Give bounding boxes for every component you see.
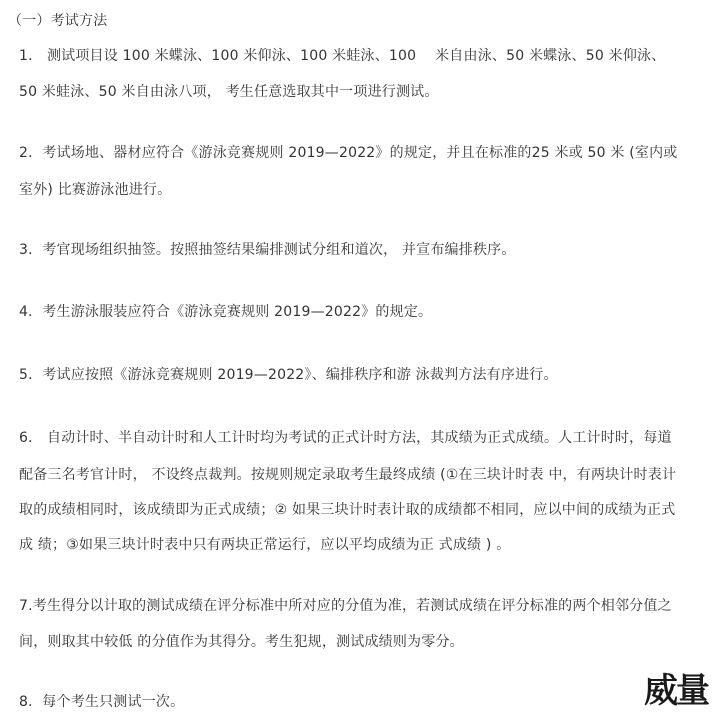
paragraph-1-line-1: 1． 测试项目设 100 米蝶泳、100 米仰泳、100 米蛙泳、100 米自由泳、50 米蝶泳、50 米仰泳、 — [19, 48, 666, 64]
paragraph-6-line-2: 配备三名考官计时， 不设终点裁判。按规则规定录取考生最终成绩 (①在三块计时表 中，有两块计时表计 — [19, 467, 677, 483]
paragraph-6-line-1: 6． 自动计时、半自动计时和人工计时均为考试的正式计时方法，其成绩为正式成绩。人工计时时，每道 — [19, 430, 672, 446]
paragraph-2-line-2: 室外) 比赛游泳池进行。 — [19, 182, 172, 198]
paragraph-6-line-3: 取的成绩相同时，该成绩即为正式成绩；② 如果三块计时表计取的成绩都不相同，应以中间的成绩为正式 — [19, 502, 676, 518]
paragraph-7-line-1: 7.考生得分以计取的测试成绩在评分标准中所对应的分值为准，若测试成绩在评分标准的两个相邻分值之 — [19, 598, 672, 614]
paragraph-6-line-4: 成 绩；③如果三块计时表中只有两块正常运行，应以平均成绩为正 式成绩 ) 。 — [19, 537, 511, 553]
paragraph-3: 3．考官现场组织抽签。按照抽签结果编排测试分组和道次， 并宣布编排秩序。 — [19, 242, 516, 258]
paragraph-7-line-2: 间，则取其中较低 的分值作为其得分。考生犯规，测试成绩则为零分。 — [19, 634, 464, 650]
paragraph-4: 4．考生游泳服装应符合《游泳竞赛规则 2019—2022》的规定。 — [19, 304, 433, 320]
paragraph-5: 5．考试应按照《游泳竞赛规则 2019—2022》、编排秩序和游 泳裁判方法有序进行。 — [19, 367, 558, 383]
paragraph-2-line-1: 2．考试场地、器材应符合《游泳竞赛规则 2019—2022》的规定，并且在标准的25 米或 50 米 (室内或 — [19, 145, 678, 161]
paragraph-1-line-2: 50 米蛙泳、50 米自由泳八项， 考生任意选取其中一项进行测试。 — [19, 84, 439, 100]
section-heading: （一）考试方法 — [8, 13, 108, 29]
paragraph-8: 8．每个考生只测试一次。 — [19, 694, 185, 710]
watermark-logo: 威量 — [644, 671, 708, 711]
